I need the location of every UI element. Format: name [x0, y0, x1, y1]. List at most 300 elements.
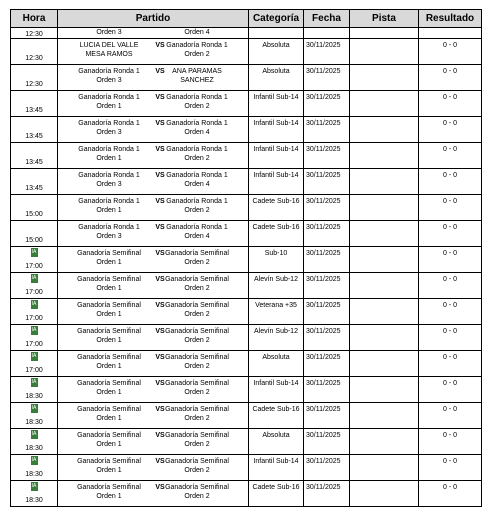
partido-right-line2: Orden 2: [184, 207, 210, 214]
vs-label: VS: [155, 224, 165, 231]
cell-fecha: 30/11/2025: [304, 195, 350, 221]
vs-label: VS: [155, 146, 165, 153]
cell-fecha: 30/11/2025: [304, 481, 350, 507]
table-row: [11, 455, 482, 481]
cell-resultado: 0 - 0: [419, 169, 482, 195]
cell-fecha: 30/11/2025: [304, 169, 350, 195]
cell-resultado: 0 - 0: [419, 377, 482, 403]
vs-label: VS: [155, 250, 165, 257]
partido-left: [58, 379, 160, 397]
partido-left: [58, 301, 160, 319]
table-row: [11, 65, 482, 91]
partido-right-line1: Ganadoría Semifinal: [165, 458, 229, 465]
partido-left-line1: Ganadoría Semifinal: [77, 458, 141, 465]
partido-right: [160, 405, 234, 423]
cell-hora: [11, 65, 58, 91]
partido-left: [58, 93, 160, 111]
cell-hora: [11, 195, 58, 221]
hora-text: 12:30: [25, 31, 43, 38]
partido-left: [58, 483, 160, 501]
cell-fecha: 30/11/2025: [304, 39, 350, 65]
cell-resultado: 0 - 0: [419, 429, 482, 455]
cell-categoria: Absoluta: [249, 65, 304, 91]
table-row: [11, 481, 482, 507]
partido-right-line2: Orden 2: [184, 363, 210, 370]
partido-left-line1: Ganadoría Ronda 1: [78, 68, 140, 75]
partido-right: [160, 301, 234, 319]
cell-fecha: 30/11/2025: [304, 429, 350, 455]
partido-right: [160, 457, 234, 475]
partido-right-line2: Orden 2: [184, 103, 210, 110]
cell-pista: [350, 247, 419, 273]
cell-fecha: 30/11/2025: [304, 299, 350, 325]
partido-right: Orden 4: [184, 29, 210, 36]
partido-left-line1: Ganadoría Ronda 1: [78, 198, 140, 205]
cell-categoria: Infantil Sub-14: [249, 455, 304, 481]
hora-text: 17:00: [25, 367, 43, 374]
cell-hora: [11, 273, 58, 299]
partido-left-line1: Ganadoría Semifinal: [77, 484, 141, 491]
cell-partido: [58, 247, 249, 273]
vs-label: VS: [155, 120, 165, 127]
cell-partido: [58, 221, 249, 247]
cell-pista: [350, 143, 419, 169]
partido-right-line1: Ganadoría Semifinal: [165, 484, 229, 491]
cell-categoria: Alevín Sub-12: [249, 273, 304, 299]
cell-pista: [350, 429, 419, 455]
partido-right-line1: Ganadoría Semifinal: [165, 302, 229, 309]
cell-resultado: 0 - 0: [419, 247, 482, 273]
cell-pista: [350, 403, 419, 429]
hora-text: 18:30: [25, 497, 43, 504]
vs-label: VS: [155, 42, 165, 49]
cell-hora: [11, 455, 58, 481]
cell-resultado: 0 - 0: [419, 221, 482, 247]
partido-left-line2: Orden 1: [96, 155, 122, 162]
cell-resultado: 0 - 0: [419, 39, 482, 65]
cell-resultado: 0 - 0: [419, 299, 482, 325]
partido-right: [160, 431, 234, 449]
partido-left-line1: Ganadoría Semifinal: [77, 406, 141, 413]
cell-partido: [58, 429, 249, 455]
hora-text: 13:45: [25, 159, 43, 166]
partido-left-line1: Ganadoría Ronda 1: [78, 146, 140, 153]
partido-left-line2: Orden 1: [96, 415, 122, 422]
table-row: [11, 39, 482, 65]
cell-hora: [11, 117, 58, 143]
cell-fecha: 30/11/2025: [304, 273, 350, 299]
cell-categoria: Absoluta: [249, 39, 304, 65]
cell-partido: [58, 169, 249, 195]
partido-right-line2: Orden 2: [184, 415, 210, 422]
partido-right: [160, 327, 234, 345]
partido-right: [160, 353, 234, 371]
partido-right: [160, 275, 234, 293]
partido-right-line2: Orden 2: [184, 337, 210, 344]
table-row: [11, 273, 482, 299]
partido-left-line2: Orden 1: [96, 259, 122, 266]
partido-left-line2: Orden 1: [96, 103, 122, 110]
partido-left: [58, 275, 160, 293]
cell-categoria: [249, 28, 304, 39]
table-row: [11, 351, 482, 377]
table-row: [11, 247, 482, 273]
cell-hora: [11, 39, 58, 65]
schedule-table-wrapper: [10, 9, 481, 507]
cell-hora: [11, 247, 58, 273]
ia-badge: IA: [31, 379, 37, 385]
cell-categoria: Veterana +35: [249, 299, 304, 325]
header-hora: Hora: [11, 10, 58, 28]
partido-left-line2: Orden 1: [96, 363, 122, 370]
cell-fecha: 30/11/2025: [304, 91, 350, 117]
cell-partido: [58, 91, 249, 117]
partido-right-line1: Ganadoría Semifinal: [165, 354, 229, 361]
vs-label: VS: [155, 328, 165, 335]
partido-right: [160, 197, 234, 215]
cell-resultado: 0 - 0: [419, 65, 482, 91]
partido-left-line1: Ganadoría Semifinal: [77, 354, 141, 361]
table-row: [11, 403, 482, 429]
partido-left-line1: Ganadoría Ronda 1: [78, 120, 140, 127]
cell-categoria: Alevín Sub-12: [249, 325, 304, 351]
cell-resultado: 0 - 0: [419, 273, 482, 299]
hora-text: 18:30: [25, 471, 43, 478]
table-row: [11, 28, 482, 39]
partido-left-line2: Orden 1: [96, 207, 122, 214]
partido-left-line2: Orden 1: [96, 467, 122, 474]
partido-left: [58, 41, 160, 59]
partido-left: [58, 223, 160, 241]
table-row: [11, 117, 482, 143]
cell-resultado: 0 - 0: [419, 403, 482, 429]
hora-text: 13:45: [25, 107, 43, 114]
partido-right-line2: Orden 4: [184, 233, 210, 240]
cell-categoria: Absoluta: [249, 351, 304, 377]
partido-left: [58, 457, 160, 475]
cell-pista: [350, 481, 419, 507]
partido-left-line2: Orden 1: [96, 285, 122, 292]
table-row: [11, 195, 482, 221]
partido-left: [58, 249, 160, 267]
cell-partido: [58, 325, 249, 351]
cell-resultado: [419, 28, 482, 39]
cell-partido: [58, 273, 249, 299]
partido-left-line2: Orden 3: [96, 129, 122, 136]
cell-categoria: Infantil Sub-14: [249, 91, 304, 117]
hora-text: 13:45: [25, 185, 43, 192]
cell-partido: [58, 403, 249, 429]
cell-hora: [11, 221, 58, 247]
cell-resultado: 0 - 0: [419, 351, 482, 377]
cell-partido: [58, 28, 249, 39]
header-row: [11, 10, 482, 28]
ia-badge: IA: [31, 431, 37, 437]
vs-label: VS: [155, 458, 165, 465]
cell-pista: [350, 351, 419, 377]
table-row: [11, 429, 482, 455]
partido-left: [58, 145, 160, 163]
hora-text: 15:00: [25, 237, 43, 244]
vs-label: VS: [155, 380, 165, 387]
partido-right-line1: ANA PARAMAS: [172, 68, 222, 75]
cell-resultado: 0 - 0: [419, 325, 482, 351]
partido-right-line2: SANCHEZ: [180, 77, 214, 84]
table-row: [11, 169, 482, 195]
cell-categoria: Cadete Sub-16: [249, 195, 304, 221]
partido-right-line2: Orden 2: [184, 285, 210, 292]
partido-left: [58, 353, 160, 371]
cell-hora: [11, 299, 58, 325]
vs-label: VS: [155, 484, 165, 491]
schedule-table: [10, 9, 482, 507]
cell-partido: [58, 351, 249, 377]
hora-text: 17:00: [25, 315, 43, 322]
cell-partido: [58, 39, 249, 65]
header-categoria: Categoría: [249, 10, 304, 28]
hora-text: 17:00: [25, 341, 43, 348]
partido-right-line1: Ganadoría Ronda 1: [166, 120, 228, 127]
ia-badge: IA: [31, 275, 37, 281]
vs-label: VS: [155, 68, 165, 75]
cell-partido: [58, 481, 249, 507]
hora-text: 18:30: [25, 393, 43, 400]
partido-right-line1: Ganadoría Semifinal: [165, 406, 229, 413]
partido-right: [160, 119, 234, 137]
partido-right: [160, 223, 234, 241]
partido-right-line2: Orden 2: [184, 467, 210, 474]
header-fecha: Fecha: [304, 10, 350, 28]
cell-pista: [350, 273, 419, 299]
partido-left: [58, 67, 160, 85]
partido-left: [58, 327, 160, 345]
hora-text: 18:30: [25, 419, 43, 426]
table-row: [11, 143, 482, 169]
cell-fecha: 30/11/2025: [304, 351, 350, 377]
partido-left-line2: Orden 3: [96, 233, 122, 240]
partido-right-line1: Ganadoría Ronda 1: [166, 42, 228, 49]
partido-left-line2: Orden 1: [96, 389, 122, 396]
hora-text: 12:30: [25, 55, 43, 62]
cell-partido: [58, 65, 249, 91]
cell-pista: [350, 221, 419, 247]
cell-hora: [11, 377, 58, 403]
ia-badge: IA: [31, 353, 37, 359]
cell-resultado: 0 - 0: [419, 455, 482, 481]
partido-left-line2: Orden 1: [96, 337, 122, 344]
partido-left: [58, 405, 160, 423]
cell-pista: [350, 325, 419, 351]
cell-pista: [350, 195, 419, 221]
partido-left-line1: Ganadoría Ronda 1: [78, 94, 140, 101]
cell-categoria: Sub-10: [249, 247, 304, 273]
partido-left-line1: Ganadoría Ronda 1: [78, 224, 140, 231]
cell-categoria: Absoluta: [249, 429, 304, 455]
vs-label: VS: [155, 198, 165, 205]
partido-right: [160, 67, 234, 85]
hora-text: 13:45: [25, 133, 43, 140]
partido-right-line1: Ganadoría Ronda 1: [166, 198, 228, 205]
vs-label: VS: [155, 172, 165, 179]
cell-pista: [350, 455, 419, 481]
table-row: [11, 299, 482, 325]
cell-pista: [350, 169, 419, 195]
cell-fecha: 30/11/2025: [304, 221, 350, 247]
cell-fecha: 30/11/2025: [304, 455, 350, 481]
vs-label: VS: [155, 276, 165, 283]
cell-hora: [11, 325, 58, 351]
partido-left-line1: Ganadoría Semifinal: [77, 328, 141, 335]
partido-right-line1: Ganadoría Ronda 1: [166, 172, 228, 179]
cell-resultado: 0 - 0: [419, 91, 482, 117]
header-pista: Pista: [350, 10, 419, 28]
cell-partido: [58, 195, 249, 221]
cell-pista: [350, 377, 419, 403]
table-row: [11, 377, 482, 403]
partido-right-line1: Ganadoría Ronda 1: [166, 224, 228, 231]
partido-left: [58, 197, 160, 215]
cell-categoria: Infantil Sub-14: [249, 377, 304, 403]
cell-hora: [11, 28, 58, 39]
cell-hora: [11, 169, 58, 195]
partido-right-line1: Ganadoría Semifinal: [165, 276, 229, 283]
header-partido: Partido: [58, 10, 249, 28]
partido-right-line1: Ganadoría Semifinal: [165, 380, 229, 387]
partido-left-line2: Orden 3: [96, 181, 122, 188]
cell-categoria: Cadete Sub-16: [249, 403, 304, 429]
vs-label: VS: [155, 94, 165, 101]
cell-hora: [11, 143, 58, 169]
table-row: [11, 91, 482, 117]
hora-text: 17:00: [25, 289, 43, 296]
partido-right-line2: Orden 2: [184, 389, 210, 396]
partido-left-line1: Ganadoría Semifinal: [77, 276, 141, 283]
ia-badge: IA: [31, 301, 37, 307]
partido-right-line1: Ganadoría Ronda 1: [166, 146, 228, 153]
partido-right-line2: Orden 2: [184, 441, 210, 448]
partido-left-line2: Orden 1: [96, 441, 122, 448]
cell-fecha: 30/11/2025: [304, 65, 350, 91]
cell-pista: [350, 91, 419, 117]
cell-pista: [350, 65, 419, 91]
partido-left-line1: Ganadoría Semifinal: [77, 380, 141, 387]
cell-fecha: 30/11/2025: [304, 247, 350, 273]
cell-hora: [11, 91, 58, 117]
cell-pista: [350, 28, 419, 39]
partido-left-line1: Ganadoría Semifinal: [77, 302, 141, 309]
cell-pista: [350, 39, 419, 65]
cell-resultado: 0 - 0: [419, 143, 482, 169]
cell-resultado: 0 - 0: [419, 117, 482, 143]
cell-categoria: Infantil Sub-14: [249, 117, 304, 143]
partido-right-line1: Ganadoría Semifinal: [165, 432, 229, 439]
cell-categoria: Cadete Sub-16: [249, 221, 304, 247]
partido-right-line1: Ganadoría Semifinal: [165, 328, 229, 335]
header-resultado: Resultado: [419, 10, 482, 28]
ia-badge: IA: [31, 327, 37, 333]
partido-right-line2: Orden 2: [184, 493, 210, 500]
hora-text: 15:00: [25, 211, 43, 218]
cell-partido: [58, 299, 249, 325]
partido-left: Orden 3: [96, 29, 122, 36]
partido-left-line2: Orden 1: [96, 493, 122, 500]
partido-left-line1: Ganadoría Semifinal: [77, 250, 141, 257]
cell-partido: [58, 117, 249, 143]
cell-partido: [58, 143, 249, 169]
partido-right-line2: Orden 2: [184, 155, 210, 162]
partido-right-line2: Orden 2: [184, 259, 210, 266]
partido-right-line2: Orden 2: [184, 311, 210, 318]
cell-pista: [350, 299, 419, 325]
cell-fecha: 30/11/2025: [304, 117, 350, 143]
ia-badge: IA: [31, 457, 37, 463]
partido-left-line1: LUCIA DEL VALLE: [79, 42, 139, 49]
partido-left: [58, 431, 160, 449]
partido-right-line2: Orden 4: [184, 129, 210, 136]
partido-right-line1: Ganadoría Ronda 1: [166, 94, 228, 101]
partido-right-line2: Orden 2: [184, 51, 210, 58]
partido-right: [160, 171, 234, 189]
cell-hora: [11, 351, 58, 377]
partido-right: [160, 41, 234, 59]
cell-categoria: Cadete Sub-16: [249, 481, 304, 507]
partido-right-line2: Orden 4: [184, 181, 210, 188]
vs-label: VS: [155, 302, 165, 309]
cell-partido: [58, 377, 249, 403]
cell-hora: [11, 429, 58, 455]
partido-left: [58, 119, 160, 137]
cell-fecha: 30/11/2025: [304, 143, 350, 169]
hora-text: 18:30: [25, 445, 43, 452]
partido-right: [160, 483, 234, 501]
vs-label: VS: [155, 406, 165, 413]
cell-hora: [11, 481, 58, 507]
cell-fecha: 30/11/2025: [304, 377, 350, 403]
ia-badge: IA: [31, 483, 37, 489]
cell-hora: [11, 403, 58, 429]
cell-pista: [350, 117, 419, 143]
partido-left-line2: Orden 1: [96, 311, 122, 318]
table-row: [11, 221, 482, 247]
partido-right: [160, 93, 234, 111]
cell-fecha: 30/11/2025: [304, 403, 350, 429]
partido-left-line2: Orden 3: [96, 77, 122, 84]
hora-text: 17:00: [25, 263, 43, 270]
hora-text: 12:30: [25, 81, 43, 88]
partido-right: [160, 249, 234, 267]
cell-partido: [58, 455, 249, 481]
partido-left-line1: Ganadoría Semifinal: [77, 432, 141, 439]
cell-categoria: Infantil Sub-14: [249, 169, 304, 195]
partido-left: [58, 171, 160, 189]
cell-categoria: Infantil Sub-14: [249, 143, 304, 169]
vs-label: VS: [155, 432, 165, 439]
cell-fecha: [304, 28, 350, 39]
partido-left-line2: MESA RAMOS: [85, 51, 133, 58]
partido-right: [160, 145, 234, 163]
vs-label: VS: [155, 354, 165, 361]
partido-left-line1: Ganadoría Ronda 1: [78, 172, 140, 179]
table-body: [11, 28, 482, 507]
cell-fecha: 30/11/2025: [304, 325, 350, 351]
cell-resultado: 0 - 0: [419, 195, 482, 221]
table-row: [11, 325, 482, 351]
partido-right: [160, 379, 234, 397]
ia-badge: IA: [31, 249, 37, 255]
ia-badge: IA: [31, 405, 37, 411]
partido-right-line1: Ganadoría Semifinal: [165, 250, 229, 257]
cell-resultado: 0 - 0: [419, 481, 482, 507]
